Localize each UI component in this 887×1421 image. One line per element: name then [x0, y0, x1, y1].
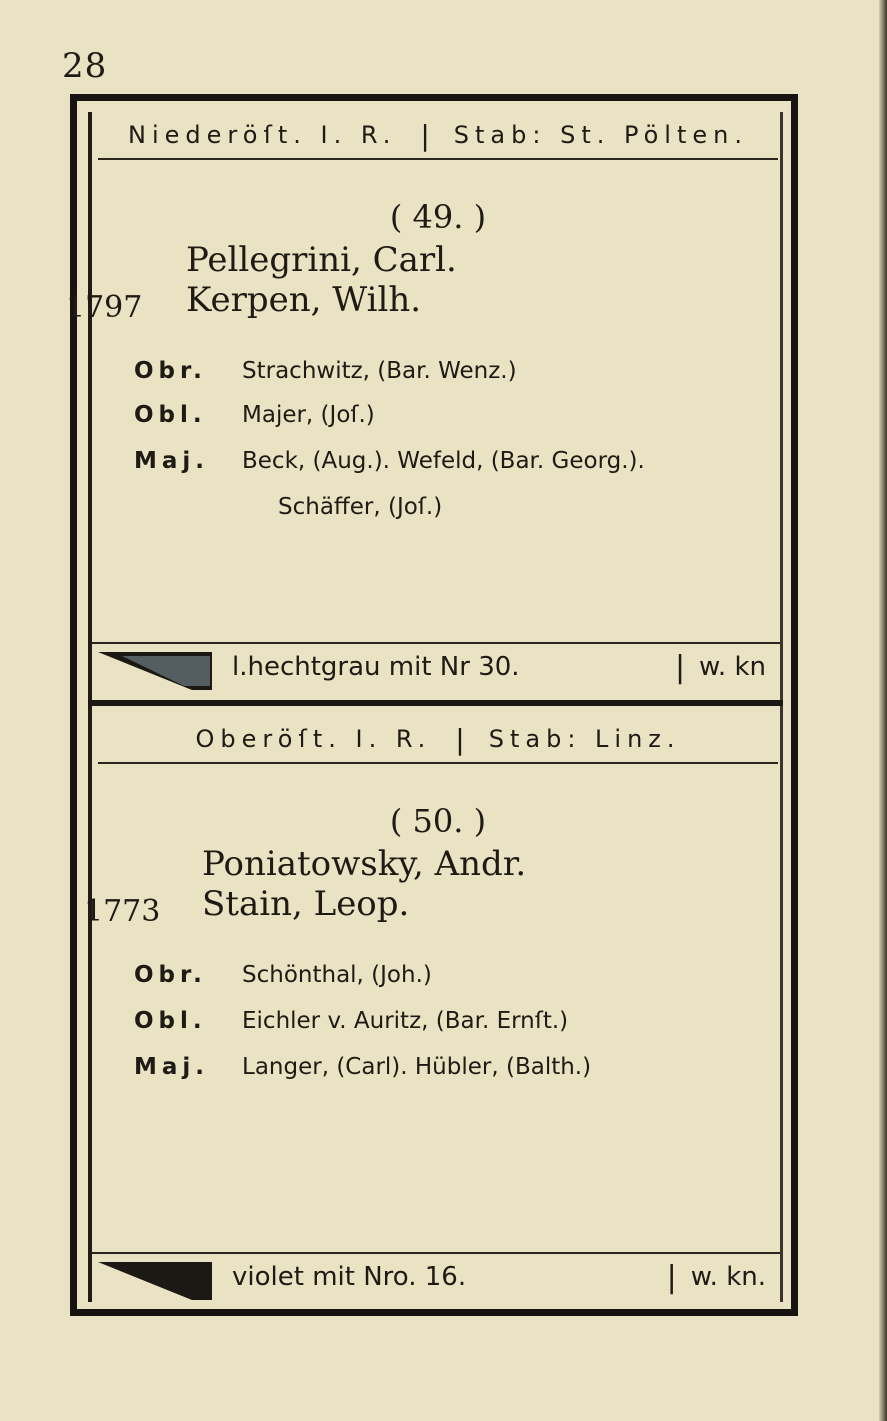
button-colour: w. kn	[699, 652, 766, 682]
rank-row	[134, 962, 432, 988]
regiment-header	[98, 112, 778, 160]
block-divider	[88, 700, 783, 706]
proprietor-name: Poniatowsky, Andr.	[202, 844, 527, 884]
rank-row-continuation	[278, 494, 442, 520]
officer-names: Strachwitz, (Bar. Wenz.)	[242, 358, 517, 384]
rank-row	[134, 1054, 591, 1080]
facing-colour: l.hechtgrau mit Nr 30.	[232, 652, 520, 682]
rank-abbr: Obr.	[134, 358, 207, 384]
rank-abbr: Maj.	[134, 448, 210, 474]
colonel-name: Kerpen, Wilh.	[186, 280, 422, 320]
regiment-entry	[66, 160, 778, 640]
officer-names: Schäffer, (Joſ.)	[278, 494, 443, 520]
rank-row	[134, 448, 645, 474]
stab-location: Stab: Linz.	[488, 725, 681, 753]
regiment-footer	[92, 642, 780, 690]
footer-separator: |	[674, 649, 686, 685]
proprietor-name: Pellegrini, Carl.	[186, 240, 457, 280]
officer-names: Schönthal, (Joh.)	[242, 962, 432, 988]
page-number: 28	[62, 46, 108, 86]
inner-frame-right	[780, 112, 783, 1302]
footer-separator: |	[666, 1259, 677, 1295]
regiment-number: ( 49. )	[389, 198, 487, 236]
button-colour: w. kn.	[690, 1262, 766, 1292]
rank-row	[134, 402, 375, 428]
flag-icon	[92, 644, 212, 690]
facing-colour: violet mit Nro. 16.	[232, 1262, 467, 1292]
rank-abbr: Obl.	[134, 1008, 207, 1034]
rank-row	[134, 1008, 568, 1034]
officer-names: Eichler v. Auritz, (Bar. Ernſt.)	[242, 1008, 569, 1034]
rank-abbr: Maj.	[134, 1054, 210, 1080]
regiment-header	[98, 716, 778, 764]
regiment-name: Oberöſt. I. R.	[195, 725, 432, 753]
officer-names: Majer, (Joſ.)	[242, 402, 375, 428]
colonel-name: Stain, Leop.	[202, 884, 410, 924]
officer-names: Langer, (Carl). Hübler, (Balth.)	[242, 1054, 592, 1080]
year: 1797	[66, 290, 143, 325]
page-edge-shadow	[879, 0, 887, 1421]
rank-abbr: Obl.	[134, 402, 207, 428]
rank-row	[134, 358, 517, 384]
regiment-footer	[92, 1252, 780, 1300]
regiment-number: ( 50. )	[389, 802, 487, 840]
regiment-entry	[84, 764, 778, 1244]
flag-icon	[92, 1254, 212, 1300]
year: 1773	[84, 894, 161, 929]
rank-abbr: Obr.	[134, 962, 207, 988]
header-separator: |	[420, 118, 430, 152]
header-separator: |	[455, 722, 465, 756]
regiment-name: Niederöſt. I. R.	[128, 121, 397, 149]
stab-location: Stab: St. Pölten.	[453, 121, 748, 149]
officer-names: Beck, (Aug.). Wefeld, (Bar. Georg.).	[242, 448, 645, 474]
